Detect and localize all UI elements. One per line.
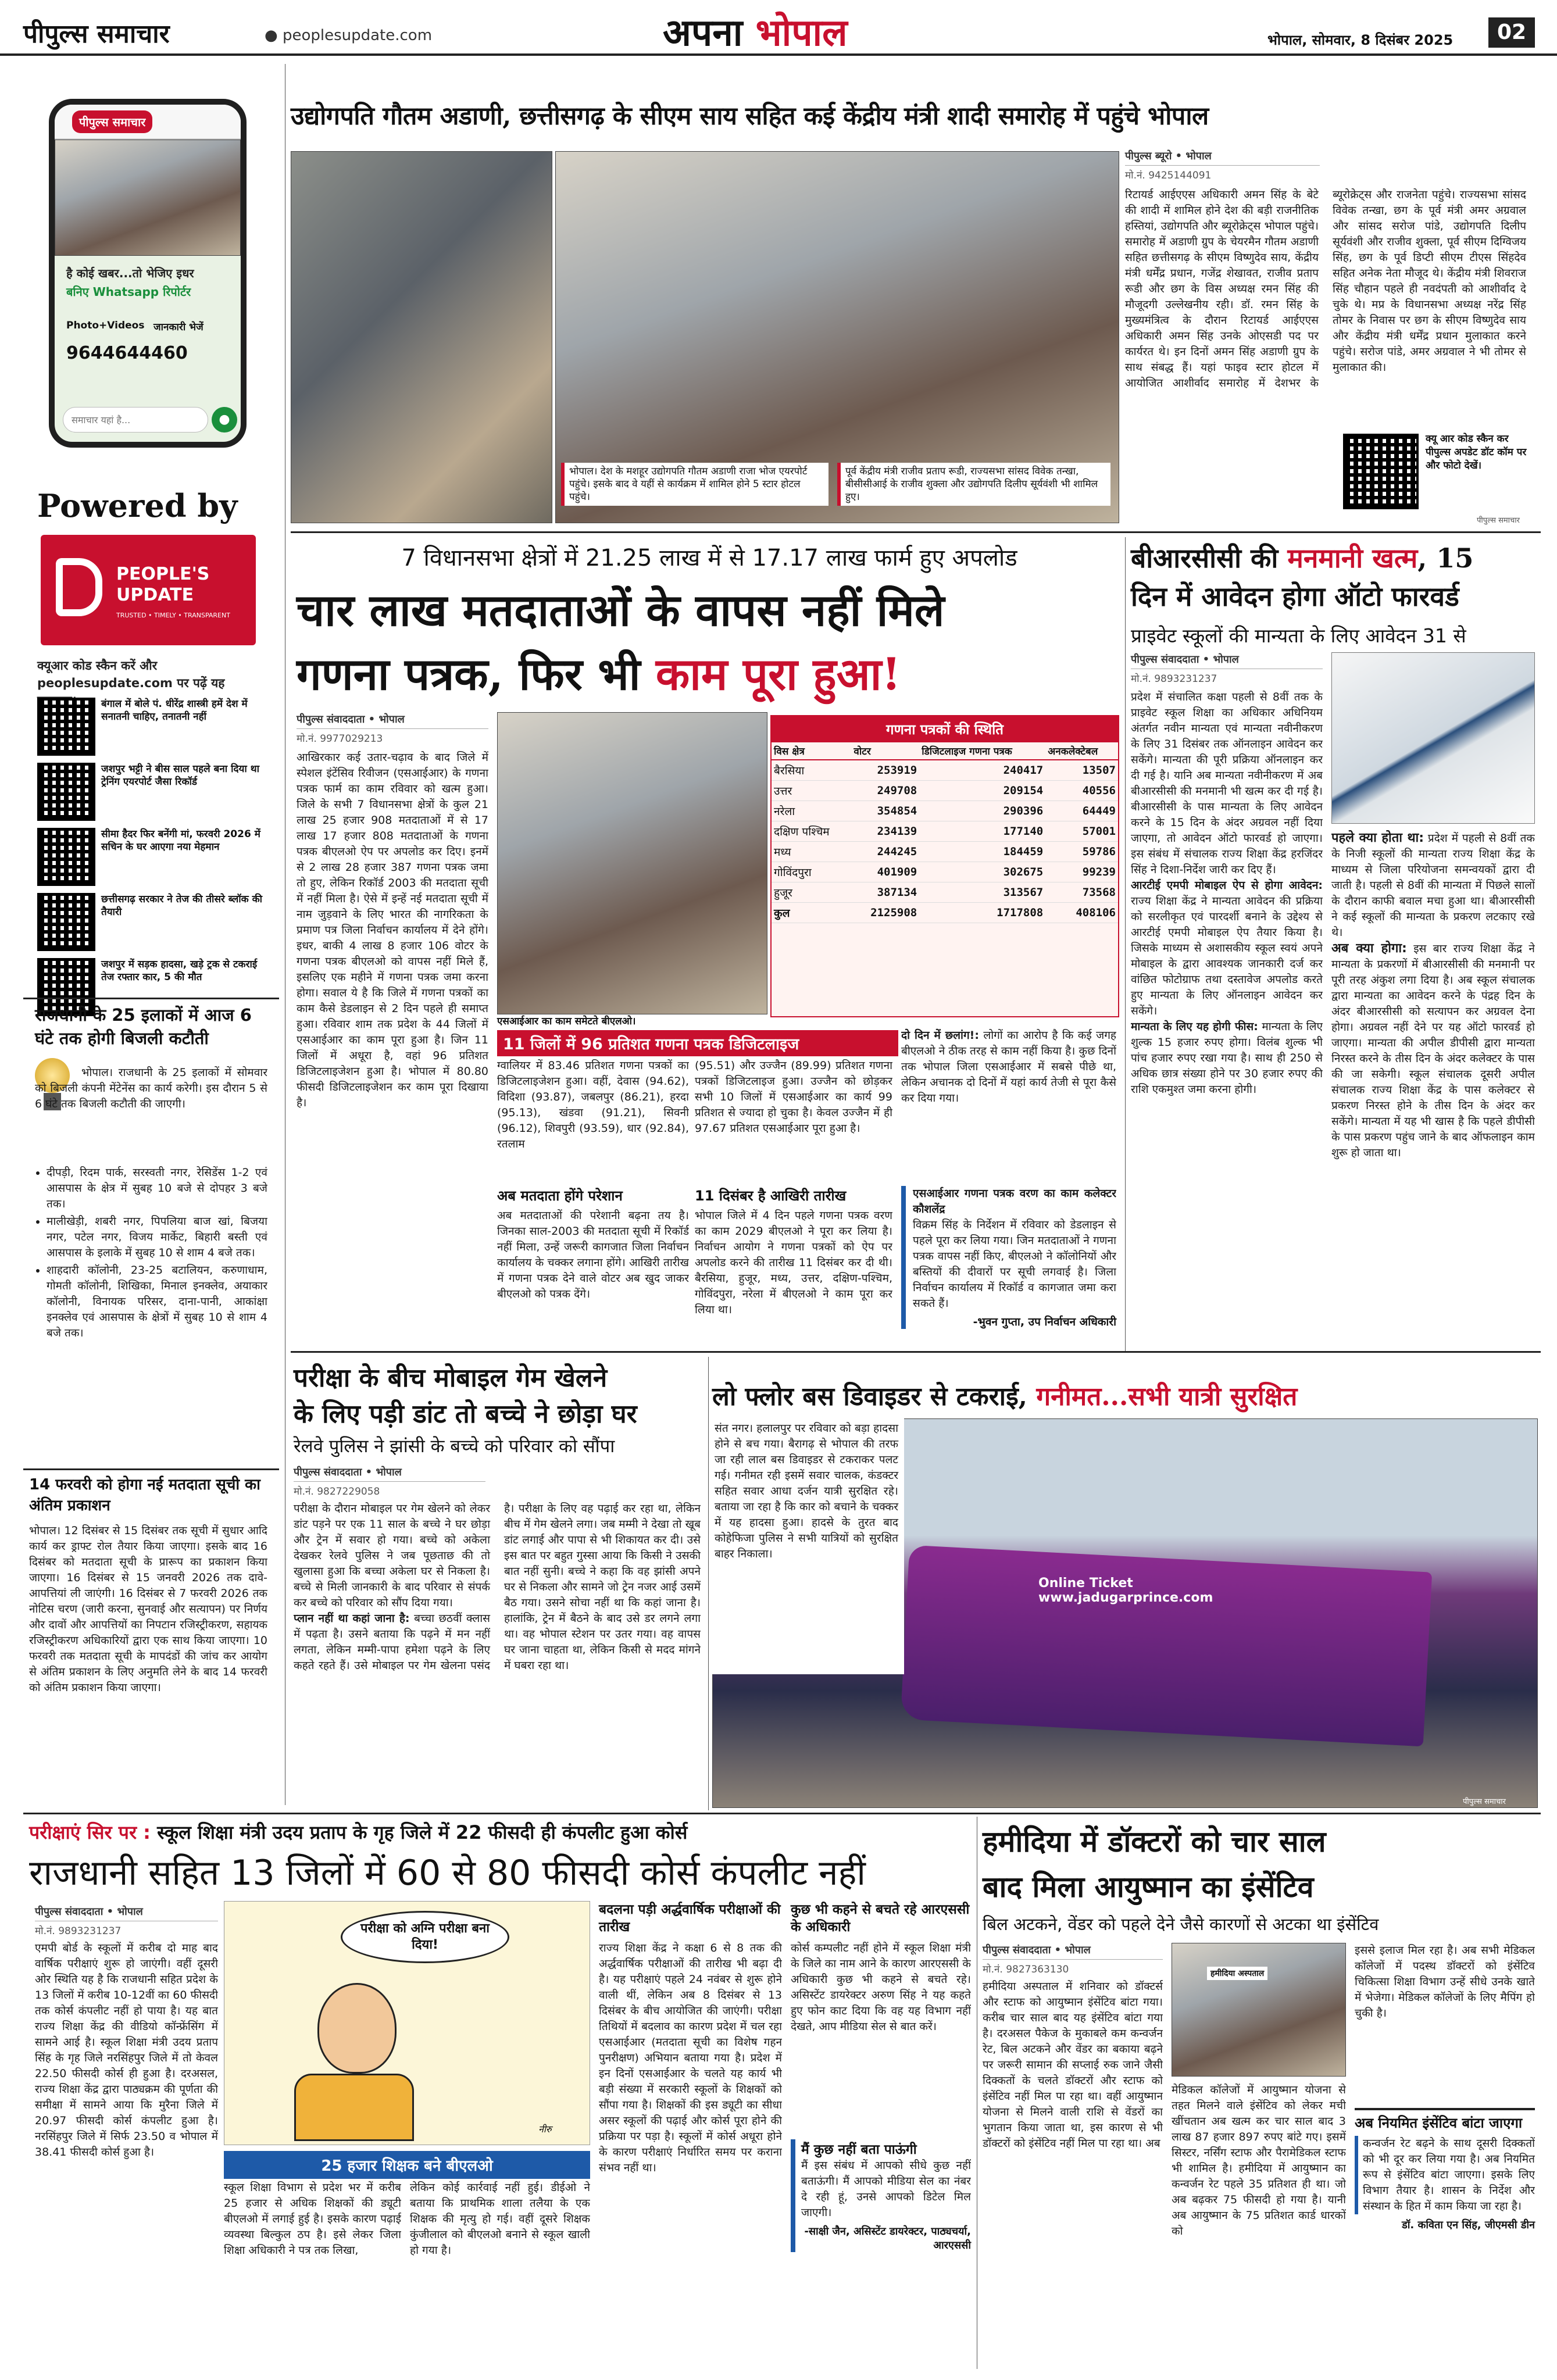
section-title (663, 6, 848, 56)
voter-list-title: 14 फरवरी को होगा नई मतदाता सूची का अंतिम प्रकाशन (29, 1476, 260, 1514)
phone-card-photo (55, 140, 241, 256)
qr-item[interactable] (37, 828, 264, 886)
brc-phone: मो.नं. 9893231237 (1131, 673, 1217, 685)
sir-byline-block (297, 712, 488, 748)
table-row (772, 760, 1118, 781)
cell-digitized: 240417 (919, 760, 1045, 781)
exam-quote-author: -साक्षी जैन, असिस्टेंट डायरेक्टर, पाठ्यचर्या, आरएससी (804, 2225, 971, 2252)
section-title-black: अपना (663, 11, 743, 55)
brand-tagline: TRUSTED • TIMELY • TRANSPARENT (116, 612, 230, 619)
cell-voters: 249708 (851, 781, 919, 801)
incentive-box-author: डॉ. कविता एन सिंह, जीएमसी डीन (1402, 2219, 1535, 2231)
adani-caption-left: भोपाल। देश के मशहूर उद्योगपति गौतम अडाणी राजा भोज एयरपोर्ट पहुंचे। इसके बाद वे यहीं से कार्यक्रम में शामिल होने 5 स्टार होटल पहुंचे। (561, 463, 829, 506)
qr-code[interactable] (37, 763, 95, 821)
masthead (0, 0, 1557, 56)
enumeration-data-table (772, 742, 1118, 923)
cell-constituency: हुजूर (772, 882, 851, 903)
power-cut-title: राजधानी के 25 इलाकों में आज 6 घंटे तक होगी बिजली कटौती (35, 1005, 252, 1048)
last-date-body: भोपाल जिले में 4 दिन पहले गणना पत्रक वरण का काम 2029 बीएलओ ने पूरा कर लिया है। निर्वाचन आयोग ने गणना पत्रकों को ऐप पर अपलोड करने की तारीख 11 दिसंबर कर दी थी। बैरसिया, हुजूर, मध्य, उत्तर, दक्षिण-पश्चिम, गोविंदपुरा, नरेला में बीएलओ ने काम पूरा कर लिया था। (695, 1209, 892, 1316)
cell-uncollectable: 99239 (1045, 862, 1118, 882)
peoples-update-logo (41, 535, 256, 645)
adani-qr-code[interactable] (1343, 434, 1419, 509)
cell-constituency: कुल (772, 903, 851, 923)
table-row (772, 842, 1118, 862)
qr-code[interactable] (37, 698, 95, 756)
exam-col3-title: कुछ भी कहने से बचते रहे आरएससी के अधिकारी (791, 1902, 970, 1935)
cell-digitized: 1717808 (919, 903, 1045, 923)
cell-constituency: मध्य (772, 842, 851, 862)
cell-voters: 387134 (851, 882, 919, 903)
cell-digitized: 313567 (919, 882, 1045, 903)
sir-quote-title: एसआईआर गणना पत्रक वरण का काम कलेक्टर कौशलेंद्र (913, 1187, 1116, 1216)
brc-headline-red: मनमानी खत्म (1287, 542, 1418, 574)
adani-caption-right: पूर्व केंद्रीय मंत्री राजीव प्रताप रूडी, राज्यसभा सांसद विवेक तन्खा, बीसीसीआई के राजीव शुक्ला और उद्योगपति दिलीप सूर्यवंशी भी शामिल हुए। (837, 463, 1110, 506)
phone-card-whatsapp: बनिए Whatsapp रिपोर्टर (66, 285, 191, 299)
adani-headline: उद्योगपति गौतम अडाणी, छत्तीसगढ़ के सीएम साय सहित कई केंद्रीय मंत्री शादी समारोह में पहुंचे भोपाल (291, 102, 1209, 131)
table-row (772, 882, 1118, 903)
bus-body-shape (901, 1545, 1432, 1747)
cell-uncollectable: 59786 (1045, 842, 1118, 862)
bus-headline (712, 1378, 1538, 1413)
exam-cartoon (224, 1901, 590, 2145)
hamidia-body-3: इससे इलाज मिल रहा है। अब सभी मेडिकल कॉलेजों में पदस्थ डॉक्टरों को इंसेंटिव चिकित्सा शिक्षा विभाग उन्हें सीधे उनके खाते में भेजेगा। मेडिकल कॉलेजों के लिए मैपिंग हो चुकी है। (1355, 1944, 1535, 2020)
power-cut-item: • दीपड़ी, रिदम पार्क, सरस्वती नगर, रेसिडेंस 1-2 एवं आसपास के क्षेत्र में सुबह 10 बजे से दोपहर 3 बजे तक। (47, 1165, 267, 1212)
brc-right-title1: पहले क्या होता था: (1331, 831, 1424, 845)
hamidia-body-1: हमीदिया अस्पताल में शनिवार को डॉक्टर्स और स्टाफ को आयुष्मान इंसेंटिव बांटा गया। करीब चार साल बाद यह इंसेंटिव बांटा गया है। दरअसल पैकेज के मुकाबले कम कन्वर्जन रेट, बिल अटकने और वेंडर का बकाया बढ़ने पर जरूरी सामान की सप्लाई रुक जाने जैसी दिक्कतों के चलते डॉक्टरों और स्टाफ को इंसेंटिव नहीं मिल पा रहा था। वहीं आयुष्मान योजना से मिलने वाली राशि से वेंडरों का भुगतान किया जाता था, इस कारण से भी डॉक्टरों को इंसेंटिव नहीं मिल पा रहा था। अब (983, 1980, 1163, 2150)
brc-right-body2: इस बार राज्य शिक्षा केंद्र ने मान्यता के प्रकरणों में बीआरसीसी की मनमानी पर पूरी तरह अंकुश लगा दिया है। अब स्कूल संचालक द्वारा मान्यता का आवेदन करने के पंद्रह दिन के अंदर बीआरसीसी को सत्यापन कर अग्रवल देना होगा। अग्रवल नहीं देने पर यह ऑटो फारवर्ड हो जाएगा। मान्यता की अपील डीपीसी द्वारा मान्यता निरस्त करने के तीस दिन के अंदर कलेक्टर के पास की जा सकेगी। स्कूल संचालक दूसरी अपील संचालक राज्य शिक्षा केंद्र के पास कलेक्टर से प्रकरण निरस्त होने के तीस दिन के अंदर कर सकेंगे। मान्यता में यह भी खास है कि पहले डीपीसी के पास प्रकरण पहुंच जाने के बाद ऑफलाइन काम शुरू हो जाता था। (1331, 942, 1535, 1159)
voter-list-body: भोपाल। 12 दिसंबर से 15 दिसंबर तक सूची में सुधार आदि कार्य कर ड्राफ्ट रोल तैयार किया जाएगा। इसके बाद 16 दिसंबर को मतदाता सूची के प्रारूप का प्रकाशन किया जाएगा। 16 दिसंबर से 15 जनवरी 2026 तक दावे-आपत्तियां ली जाएंगी। 16 दिसंबर से 7 फरवरी 2026 तक नोटिस चरण (जारी करना, सुनवाई और सत्यापन) पर निर्णय और दावों और आपत्तियों का निपटान रजिस्ट्रीकरण, सहायक रजिस्ट्रीकरण अधिकारियों द्वारा एक साथ किया जाएगा। 10 फरवरी तक मतदाता सूची के मापदंडों की जांच कर आयोग से अंतिम प्रकाशन के लिए अनुमति लेने के बाद 14 फरवरी को अंतिम प्रकाशन किया जाएगा। (29, 1524, 267, 1694)
hamidia-byline: पीपुल्स संवाददाता • भोपाल (983, 1943, 1163, 1960)
digitization-body-2: (95.51) और उज्जैन (89.99) प्रतिशत गणना पत्रकों डिजिटलाइज हुआ। उज्जैन को छोड़कर सभी 10 जिलों में एसआईआर का कार्य 99 प्रतिशत से ज्यादा हो चुका है। केवल उज्जैन में ही 97.67 प्रतिशत एसआईआर पूरा हुआ है। (695, 1059, 892, 1135)
website-link[interactable]: ● peoplesupdate.com (265, 27, 433, 44)
exam-kicker-black: स्कूल शिक्षा मंत्री उदय प्रताप के गृह जिले में 22 फीसदी ही कंपलीट हुआ कोर्स (157, 1821, 688, 1843)
cell-digitized: 290396 (919, 801, 1045, 821)
whatsapp-reporter-card (49, 99, 247, 448)
teacher-body-2: लेकिन कोई कार्रवाई नहीं हुई। डीईओ ने बताया कि प्राथमिक शाला तलैया के एक शिक्षक की मृत्यु हो गई। वहीं दूसरे शिक्षक कुंजीलाल को बीएलओ बनाने से स्कूल खाली हो गया है। (410, 2181, 590, 2257)
hamidia-phone: मो.नं. 9827363130 (983, 1964, 1069, 1975)
exam-quote-body: मैं इस संबंध में आपको सीधे कुछ नहीं बताऊंगी। मैं आपको मीडिया सेल का नंबर दे रही हूं, उनसे आपको डिटेल मिल जाएगी। (801, 2159, 971, 2219)
brc-section1-title: आरटीई एमपी मोबाइल ऐप से होगा आवेदन: (1131, 879, 1323, 892)
cell-digitized: 302675 (919, 862, 1045, 882)
cell-uncollectable: 13507 (1045, 760, 1118, 781)
mobile-sub-body: बच्चा छठवीं क्लास में पढ़ता है। उसने बताया कि पढ़ने में मन नहीं लगता, लेकिन मम्मी-पापा हमेशा पढ़ने के लिए कहते रहते हैं। उसे मोबाइल पर गेम खेलना पसंद है। परीक्षा के लिए वह पढ़ाई कर रहा था, लेकिन बीच में गेम खेलने लगा। जब मम्मी ने देखा तो खूब डांट लगाई और पापा से भी शिकायत कर दी। उसे इस बात पर बहुत गुस्सा आया कि किसी ने उसकी बात नहीं सुनी। बच्चे ने कहा कि वह झांसी अपने घर से निकला और सामने जो ट्रेन नजर आई उसमें बैठ गया। उसने सोचा नहीं था कि कहां जाना है। हालांकि, ट्रेन में बैठने के बाद उसे डर लगने लगा था। वह भोपाल स्टेशन पर उतर गया। वह वापस घर जाना चाहता था, लेकिन किसी से मदद मांगने में घबरा रहा था। (294, 1502, 701, 1672)
sir-headline-line2 (297, 645, 1122, 703)
brc-headline-tail: , 15 (1417, 542, 1474, 574)
reporter-phone-number[interactable]: 9644644460 (66, 343, 188, 363)
incentive-box-body: कन्वर्जन रेट बढ़ने के साथ दूसरी दिक्कतों को भी दूर कर लिया गया है। अब नियमित रूप से इंसेंटिव बांटा जाएगा। इसके लिए विभाग तैयार है। शासन के निर्देश और संस्थान के हित में काम किया जा रहा है। (1355, 2136, 1535, 2214)
exam-headline: राजधानी सहित 13 जिलों में 60 से 80 फीसदी कोर्स कंपलीट नहीं (29, 1853, 866, 1893)
cell-uncollectable: 73568 (1045, 882, 1118, 903)
brc-right-title2: अब क्या होगा: (1331, 941, 1407, 956)
table-row (772, 862, 1118, 882)
table-row (772, 821, 1118, 842)
mobile-byline-block (294, 1465, 485, 1501)
cell-constituency: दक्षिण पश्चिम (772, 821, 851, 842)
brc-section2-title: मान्यता के लिए यह होगी फीस: (1131, 1020, 1258, 1033)
incentive-box-title: अब नियमित इंसेंटिव बांटा जाएगा (1355, 2115, 1523, 2131)
cell-voters: 234139 (851, 821, 919, 842)
mobile-body (294, 1501, 701, 1792)
section-title-red: भोपाल (755, 11, 848, 55)
table-header: अनकलेक्टेबल (1045, 742, 1118, 760)
cell-voters: 401909 (851, 862, 919, 882)
brc-byline: पीपुल्स संवाददाता • भोपाल (1131, 652, 1323, 669)
teacher-box-title: 25 हजार शिक्षक बने बीएलओ (224, 2151, 590, 2179)
sir-blo-photo (497, 712, 767, 1014)
hamidia-headline-line2: बाद मिला आयुष्मान का इंसेंटिव (983, 1870, 1314, 1904)
photo-credit: पीपुल्स समाचार (1463, 1797, 1506, 1806)
cell-digitized: 209154 (919, 781, 1045, 801)
sir-byline: पीपुल्स संवाददाता • भोपाल (297, 712, 488, 729)
phone-card-header (55, 105, 241, 140)
qr-item-text: बंगाल में बोले पं. धीरेंद्र शास्त्री हमें देश में सनातनी चाहिए, तनातनी नहीं (101, 698, 248, 723)
voters-trouble-body: अब मतदाताओं की परेशानी बढ़ना तय है। जिनका साल-2003 की मतदाता सूची में रिकॉर्ड नहीं मिला, उन्हें जरूरी कागजात जिला निर्वाचन कार्यालय के चक्कर लगाना होंगे। आखिरी तारीख में गणना पत्रक देने वाले वोटर अब खुद जाकर बीएलओ को पत्रक देंगे। (497, 1209, 689, 1300)
logo-badge: पीपुल्स समाचार (72, 110, 152, 133)
adani-airport-photo (291, 151, 552, 523)
cell-constituency: गोविंदपुरा (772, 862, 851, 882)
mobile-subhead: रेलवे पुलिस ने झांसी के बच्चे को परिवार को सौंपा (294, 1436, 615, 1457)
table-total-row (772, 903, 1118, 923)
sir-kicker: 7 विधानसभा क्षेत्रों में 21.25 लाख में से 17.17 लाख फार्म हुए अपलोड (401, 545, 1017, 571)
cell-voters: 244245 (851, 842, 919, 862)
qr-item-text: जशपुर भट्टी ने बीस साल पहले बना दिया था ट्रेनिंग एयरपोर्ट जैसा रिकॉर्ड (101, 763, 259, 788)
mobile-phone: मो.नं. 9827229058 (294, 1486, 380, 1498)
bus-headline-red: गनीमत...सभी यात्री सुरक्षित (1036, 1382, 1298, 1411)
cell-voters: 253919 (851, 760, 919, 781)
leap-body: लोगों का आरोप है कि कई जगह बीएलओ ने ठीक तरह से काम नहीं किया है। कुछ दिनों तक भोपाल जिला एसआईआर में सबसे पीछे था, लेकिन अचानक दो दिनों में यहां कार्य तेजी से पूरा कैसे कर दिया गया। (901, 1029, 1116, 1105)
cell-uncollectable: 408106 (1045, 903, 1118, 923)
table-row (772, 801, 1118, 821)
brc-right-body1: प्रदेश में पहली से 8वीं तक के निजी स्कूलों की मान्यता राज्य शिक्षा केंद्र के माध्यम से जिला परियोजना समन्वयकों द्वारा दी जाती है। पहली से 8वीं की मान्यता में पिछले सालों के दौरान काफी बवाल मचा हुआ था। बीआरसीसी ने कई स्कूलों की मान्यता के प्रकरण लटकाए रखे थे। (1331, 832, 1535, 939)
info-label: जानकारी भेजें (153, 321, 203, 333)
sir-headline-red: काम पूरा हुआ! (655, 648, 901, 700)
paper-name: पीपुल्स समाचार (23, 19, 170, 49)
hospital-sign: हमीदिया अस्पताल (1207, 1967, 1267, 1980)
sir-phone: मो.नं. 9977029213 (297, 733, 383, 745)
adani-byline: पीपुल्स ब्यूरो • भोपाल (1125, 149, 1320, 166)
cell-digitized: 177140 (919, 821, 1045, 842)
leap-title: दो दिन में छलांग!: (901, 1029, 979, 1042)
brc-byline-block (1131, 652, 1323, 688)
mobile-byline: पीपुल्स संवाददाता • भोपाल (294, 1465, 485, 1482)
photo-videos-label: Photo+Videos (66, 320, 145, 331)
exam-body: एमपी बोर्ड के स्कूलों में करीब दो माह बाद वार्षिक परीक्षाएं शुरू हो जाएंगी। वहीं दूसरी ओर स्थिति यह है कि राजधानी सहित प्रदेश के 13 जिलों में करीब 10-12वीं का 60 फीसदी तक कोर्स कंपलीट नहीं हो पाया है। यह बात राज्य शिक्षा केंद्र की वीडियो कॉन्फ्रेंसिंग में सामने आई है। स्कूल शिक्षा मंत्री उदय प्रताप सिंह के गृह जिले नरसिंहपुर जिले में तो केवल 22.50 फीसदी कोर्स ही हुआ है। दरअसल, राज्य शिक्षा केंद्र द्वारा पाठ्यक्रम की पूर्णता की समीक्षा में सामने आया कि मुरैना जिले में 20.97 फीसदी कोर्स कंपलीट हुआ है। नरसिंहपुर जिले में सिर्फ 23.50 व भोपाल में 38.41 फीसदी कोर्स हुआ है। (35, 1942, 218, 2159)
brc-headline-black: बीआरसीसी की (1131, 542, 1279, 574)
mobile-headline-line2: के लिए पड़ी डांट तो बच्चे ने छोड़ा घर (294, 1399, 637, 1429)
qr-item-text: छत्तीसगढ़ सरकार ने तेज की तीसरे ब्लॉक की तैयारी (101, 894, 263, 918)
cell-uncollectable: 40556 (1045, 781, 1118, 801)
table-header-row (772, 742, 1118, 760)
hamidia-subhead: बिल अटकने, वेंडर को पहले देने जैसे कारणों से अटका था इंसेंटिव (983, 1914, 1379, 1934)
sir-body: आखिरकार कई उतार-चढ़ाव के बाद जिले में स्पेशल इंटेंसिव रिवीजन (एसआईआर) के गणना पत्रक फार्म का काम रविवार को खत्म हुआ। जिले के सभी 7 विधानसभा क्षेत्रों के कुल 21 लाख 25 हजार 908 मतदाताओं में से 17 लाख 17 हजार 808 मतदाताओं के गणना पत्रक बीएलओ ऐप पर अपलोड कर दिए। इनमें से 2 लाख 28 हजार 387 गणना पत्रक जमा तो हुए, लेकिन रिकॉर्ड 2003 की मतदाता सूची में नहीं मिला है। ऐसे में इन्हें नई मतदाता सूची में नाम जुड़वाने के लिए भारत की नागरिकता के प्रमाण पत्र जिला निर्वाचन कार्यालय में देने होंगे। इधर, बाकी 4 लाख 8 हजार 106 वोटर के गणना पत्रक बीएलओ को वापस नहीं मिले हैं, इसलिए एक महीने में गणना पत्रक जमा करना होगा। सवाल ये है कि जिले में गणना पत्रकों का काम कैसे डेडलाइन से 2 दिन पहले ही समाप्त हुआ। रविवार शाम तक प्रदेश के 44 जिलों में एसआईआर का काम पूरा हुआ है। जिन 11 जिलों में अधूरा है, वहां 96 प्रतिशत डिजिटलाइजेशन हुआ है। भोपाल में 80.80 फीसदी डिजिटलाइजेशन कर काम पूरा दिखाया है। (297, 751, 488, 1109)
exam-quote-title: मैं कुछ नहीं बता पाऊंगी (801, 2142, 917, 2157)
adani-qr-text: क्यू आर कोड स्कैन कर पीपुल्स अपडेट डॉट कॉम पर और फोटो देखें। (1426, 433, 1527, 471)
cell-constituency: बैरसिया (772, 760, 851, 781)
sir-photo-caption: एसआईआर का काम समेटते बीएलओ। (497, 1015, 767, 1028)
sir-headline-line1: चार लाख मतदाताओं के वापस नहीं मिले (297, 584, 945, 636)
exam-col2-title: बदलना पड़ी अर्द्धवार्षिक परीक्षाओं की तारीख (599, 1902, 781, 1935)
cell-digitized: 184459 (919, 842, 1045, 862)
cell-constituency: उत्तर (772, 781, 851, 801)
power-cut-item: • शाहदारी कॉलोनी, 23-25 बटालियन, करुणाधाम, गोमती कॉलोनी, शिखिका, मिनाल इनक्लेव, अयाकार कॉलोनी, विनायक परिसर, दाना-पानी, आकांक्षा इनक्लेव एवं आसपास के क्षेत्रों में सुबह 10 से शाम 4 बजे तक। (47, 1263, 267, 1341)
exam-byline-block (35, 1904, 218, 1941)
hamidia-byline-block (983, 1943, 1163, 1979)
table-header: वोटर (851, 742, 919, 760)
brc-section2-body: मान्यता के लिए शुल्क 15 हजार रुपए होगा। विलंब शुल्क भी पांच हजार रुपए रखा गया है। साथ ही 250 से अधिक छात्र संख्या होने पर 30 हजार रुपए की राशि एकमुश्त जमा करना होगी। (1131, 1020, 1323, 1096)
website-text: peoplesupdate.com (282, 27, 433, 44)
qr-item[interactable] (37, 763, 264, 821)
qr-code[interactable] (37, 828, 95, 886)
page-number: 02 (1488, 17, 1535, 48)
qr-item[interactable] (37, 698, 264, 756)
mobile-body-text: परीक्षा के दौरान मोबाइल पर गेम खेलने को लेकर डांट पड़ने पर एक 11 साल के बच्चे ने घर छोड़ा और ट्रेन में सवार हो गया। बच्चे को अकेला देखकर रेलवे पुलिस ने जब पूछताछ की तो खुलासा हुआ कि बच्चा अकेला घर से निकला है। बच्चे से मिली जानकारी के बाद परिवार से संपर्क कर बच्चे को परिवार को सौंप दिया गया। (294, 1502, 490, 1609)
exam-quote-box (791, 2139, 971, 2252)
adani-phone: मो.नं. 9425144091 (1125, 170, 1212, 181)
adani-body-text: रिटायर्ड आईएएस अधिकारी अमन सिंह के बेटे की शादी में शामिल होने देश की बड़ी राजनीतिक हस्तियां, उद्योगपति और ब्यूरोक्रेट्स भोपाल पहुंचे। समारोह में अडाणी ग्रुप के चेयरमैन गौतम अडाणी सहित छत्तीसगढ़ के सीएम विष्णुदेव साय, केंद्रीय मंत्री धर्मेंद्र प्रधान, गजेंद्र शेखावत, राजीव प्रताप रूडी और छग के विस अध्यक्ष रमन सिंह की मौजूदगी उल्लेखनीय रही। डॉ. रमन सिंह के मुख्यमंत्रित्व के दौरान रिटायर्ड आईएएस अधिकारी अमन सिंह उनके ओएसडी पद पर कार्यरत थे। इन दिनों अमन सिंह अडाणी ग्रुप के साथ संबद्ध हैं। यहां फाइव स्टार होटल में आयोजित आशीर्वाद समारोह में देशभर के ब्यूरोक्रेट्स और राजनेता पहुंचे। राज्यसभा सांसद विवेक तन्खा, छग के पूर्व मंत्री अमर अग्रवाल और सांसद सरोज पांडे, उद्योगपति दिलीप सूर्यवंशी और राजीव शुक्ला, पूर्व सीएम दिग्विजय सिंह, छग के पूर्व डिप्टी सीएम टीएस सिंहदेव सहित अनेक नेता मौजूद थे। केंद्रीय मंत्री शिवराज सिंह चौहान पहले ही नवदंपती को आशीर्वाद दे चुके थे। मप्र के विधानसभा अध्यक्ष नरेंद्र सिंह तोमर के निवास पर छग के सीएम विष्णुदेव साय और केंद्रीय मंत्री धर्मेंद्र प्रधान मुलाकात करने पहुंचे। सरोज पांडे, अमर अग्रवाल ने भी तोमर से मुलाकात की। (1125, 188, 1526, 389)
exam-phone: मो.नं. 9893231237 (35, 1925, 122, 1937)
cell-voters: 354854 (851, 801, 919, 821)
power-cut-item: • मालीखेड़ी, शबरी नगर, पिपलिया बाज खां, बिजया नगर, पटेल नगर, विजय मार्केट, बिहारी बस्ती एवं आसपास के इलाके में सुबह 10 से शाम 4 बजे तक। (47, 1214, 267, 1261)
cell-constituency: नरेला (772, 801, 851, 821)
adani-photo-credit: पीपुल्स समाचार (1477, 516, 1520, 525)
table-header: डिजिटलाइज गणना पत्रक (919, 742, 1045, 760)
adani-byline-block (1125, 149, 1320, 185)
chat-input[interactable] (63, 407, 208, 433)
sir-headline-black: गणना पत्रक, फिर भी (297, 648, 641, 700)
last-date-title: 11 दिसंबर है आखिरी तारीख (695, 1188, 847, 1204)
power-cut-list (35, 1165, 267, 1343)
cartoon-signature: नीरु (538, 2124, 552, 2135)
cell-uncollectable: 64449 (1045, 801, 1118, 821)
hamidia-body-2: मेडिकल कॉलेजों में आयुष्मान योजना से तहत मिलने वाले इंसेंटिव को लेकर मची खींचतान अब खत्म कर चार साल बाद 3 लाख 87 हजार 897 रुपए बांटे गए। इसमें सिस्टर, नर्सिंग स्टाफ और पैरामेडिकल स्टाफ भी शामिल है। हमीदिया में आयुष्मान का कन्वर्जन रेट पहले 35 प्रतिशत ही था। जो अब बढ़कर 75 फीसदी हो गया है। यानी अब आयुष्मान के 75 प्रतिशत कार्ड धारकों को (1172, 2084, 1346, 2238)
exam-kicker-red: परीक्षाएं सिर पर : (29, 1821, 151, 1843)
qr-intro: क्यूआर कोड स्कैन करें और peoplesupdate.com पर पढ़ें यह (37, 659, 225, 690)
bus-body: संत नगर। हलालपुर पर रविवार को बड़ा हादसा होने से बच गया। बैरागढ़ से भोपाल की तरफ जा रही लाल बस डिवाइडर से टकराकर पलट गई। गनीमत रही इसमें सवार चालक, कंडक्टर सहित सवार आधा दर्जन यात्री सुरक्षित रहे। बताया जा रहा है कि कार को बचाने के चक्कर में यह हादसा हुआ। हादसे के तुरत बाद कोहेफिजा पुलिस ने सभी यात्रियों को सुरक्षित बाहर निकाला। (712, 1418, 904, 1674)
brc-body (1131, 689, 1323, 1345)
chat-placeholder: समाचार यहां है... (72, 414, 131, 426)
table-header: विस क्षेत्र (772, 742, 851, 760)
mic-icon[interactable]: ● (212, 407, 237, 433)
incentive-box (1355, 2108, 1535, 2232)
bus-headline-black: लो फ्लोर बस डिवाइडर से टकराई, (712, 1382, 1027, 1411)
phone-card-headline: है कोई खबर...तो भेजिए इधर (66, 266, 194, 280)
table-row (772, 781, 1118, 801)
qr-item-text: सीमा हैदर फिर बनेंगी मां, फरवरी 2026 में सचिन के घर आएगा नया मेहमान (101, 828, 260, 853)
mobile-sub-title: प्लान नहीं था कहां जाना है: (294, 1612, 410, 1625)
sir-quote-box (901, 1186, 1116, 1329)
brc-section1-body: राज्य शिक्षा केंद्र ने मान्यता आवेदन की प्रक्रिया को सरलीकृत एवं पारदर्शी बनाने के उद्देश्य से आरटीई एमपी मोबाइल ऐप तैयार किया है। जिसके माध्यम से अशासकीय स्कूल स्वयं अपने मोबाइल के द्वारा आवश्यक जानकारी दर्ज कर वांछित फोटोग्राफ तथा दस्तावेज अपलोड करते हुए मान्यता के लिए ऑनलाइन आवेदन कर सकेंगे। (1131, 895, 1323, 1017)
brand-name: PEOPLE'S UPDATE (116, 564, 210, 605)
cartoon-speech-bubble: परीक्षा को अग्नि परीक्षा बना दिया! (341, 1911, 509, 1963)
qr-code[interactable] (37, 893, 95, 951)
sir-quote-body: विक्रम सिंह के निर्देशन में रविवार को डेडलाइन से पहले पूरा कर लिया गया। जिन मतदाताओं ने गणना पत्रक वापस नहीं किए, बीएलओ ने कॉलोनियों और बस्तियों की दीवारों पर सूची लगवाई है। जिला निर्वाचन कार्यालय में रिकॉर्ड व कागजात जमा करा सकते हैं। (913, 1218, 1116, 1310)
hamidia-headline-line1: हमीदिया में डॉक्टरों को चार साल (983, 1824, 1326, 1859)
enumeration-table (770, 715, 1119, 1017)
cartoon-character (294, 1983, 428, 2134)
pen-form-photo (1331, 652, 1535, 824)
qr-item-text: जशपुर में सड़क हादसा, खड़े ट्रक से टकराई तेज रफ्तार कार, 5 की मौत (101, 959, 258, 983)
qr-list (37, 698, 264, 1023)
brc-subhead: प्राइवेट स्कूलों की मान्यता के लिए आवेदन 31 से (1131, 624, 1466, 647)
qr-item[interactable] (37, 893, 264, 951)
hamidia-hospital-photo (1172, 1943, 1346, 2077)
issue-date: भोपाल, सोमवार, 8 दिसंबर 2025 (1267, 32, 1454, 48)
brc-right-column (1331, 830, 1535, 1345)
sir-quote-author: -भुवन गुप्ता, उप निर्वाचन अधिकारी (973, 1316, 1116, 1328)
exam-kicker (29, 1820, 959, 1845)
exam-byline: पीपुल्स संवाददाता • भोपाल (35, 1904, 218, 1921)
exam-col2-body: राज्य शिक्षा केंद्र ने कक्षा 6 से 8 तक की अर्द्धवार्षिक परीक्षाओं की तारीख भी बढ़ा दी है। यह परीक्षाएं पहले 24 नवंबर से शुरू होने वाली थीं, लेकिन अब 8 दिसंबर से 13 दिसंबर के बीच आयोजित की जाएंगी। परीक्षा तिथियों में बदलाव का कारण प्रदेश में चल रहा एसआईआर (मतदाता सूची का विशेष गहन पुनरीक्षण) अभियान बताया गया है। प्रदेश में इन दिनों एसआईआर के चलते यह कार्य भी बड़ी संख्या में सरकारी स्कूलों के शिक्षकों को सौंपा गया है। शिक्षकों की इस ड्यूटी का सीधा असर स्कूलों की पढ़ाई और कोर्स पूरा होने की प्रक्रिया पर पड़ा है। स्कूलों में कोर्स अधूरा होने के कारण परीक्षाएं निर्धारित समय पर कराना संभव नहीं था। (599, 1942, 782, 2174)
power-cut-intro: भोपाल। राजधानी के 25 इलाकों में सोमवार को बिजली कंपनी मेंटेनेंस का कार्य करेगी। इस दौरान 5 से 6 घंटे तक बिजली कटौती की जाएगी। (35, 1066, 267, 1110)
exam-col3-body: कोर्स कम्पलीट नहीं होने में स्कूल शिक्षा मंत्री के जिले का नाम आने के कारण आरएससी के अधिकारी कुछ भी कहने से बचते रहे। असिस्टेंट डायरेक्टर अरुण सिंह ने यह कहते हुए फोन काट दिया कि वह यह विभाग नहीं देखते, आप मीडिया सेल से बात करें। (791, 1942, 971, 2033)
voters-trouble-title: अब मतदाता होंगे परेशान (497, 1188, 623, 1204)
table-title: गणना पत्रकों की स्थिति (772, 716, 1118, 742)
teacher-body-1: स्कूल शिक्षा विभाग से प्रदेश भर में करीब 25 हजार से अधिक शिक्षकों की ड्यूटी बीएलओ में लगाई हुई है। इसके कारण पढ़ाई व्यवस्था बिल्कुल ठप है। इसे लेकर जिला शिक्षा अधिकारी ने पत्र तक लिखा, (224, 2181, 401, 2257)
cell-uncollectable: 57001 (1045, 821, 1118, 842)
leap-block (901, 1028, 1116, 1173)
mobile-headline-line1: परीक्षा के बीच मोबाइल गेम खेलने (294, 1363, 608, 1393)
brc-headline (1131, 539, 1538, 577)
cell-voters: 2125908 (851, 903, 919, 923)
logo-p-icon (56, 558, 102, 616)
brc-body-text: प्रदेश में संचालित कक्षा पहली से 8वीं तक के प्राइवेट स्कूल शिक्षा का अधिकार अधिनियम अंतर्गत नवीन मान्यता एवं मान्यता नवीनीकरण के लिए 31 दिसंबर तक ऑनलाइन आवेदन कर सकेंगे। मान्यता की पूरी प्रक्रिया ऑनलाइन कर दी गई है। यानि अब मान्यता नवीनीकरण में अब बीआरसीसी की मनमानी भी खत्म कर दी गई है। बीआरसीसी के पास मान्यता के लिए आवेदन करने के 15 दिन के अंदर अग्रवल नहीं दिया जाएगा, तो आवेदन ऑटो फारवर्ड हो जाएगा। इस संबंध में संचालक राज्य शिक्षा केंद्र हरजिंदर सिंह ने दिशा-निर्देश जारी कर दिए हैं। (1131, 691, 1323, 876)
brc-headline-line2: दिन में आवेदन होगा ऑटो फारवर्ड (1131, 581, 1459, 612)
digitization-body-1: ग्वालियर में 83.46 प्रतिशत गणना पत्रकों का डिजिटलाइजेशन हुआ। वहीं, देवास (94.62), विदिशा (93.87), जबलपुर (86.21), हरदा (95.13), खंडवा (91.21), सिवनी (96.12), शिवपुरी (93.59), धार (92.84), रतलाम (497, 1059, 689, 1150)
digitization-box-title: 11 जिलों में 96 प्रतिशत गणना पत्रक डिजिटलाइज (497, 1030, 898, 1056)
powered-by-label: Powered by (37, 487, 238, 524)
bus-board: Online Ticket www.jadugarprince.com (1038, 1576, 1213, 1605)
